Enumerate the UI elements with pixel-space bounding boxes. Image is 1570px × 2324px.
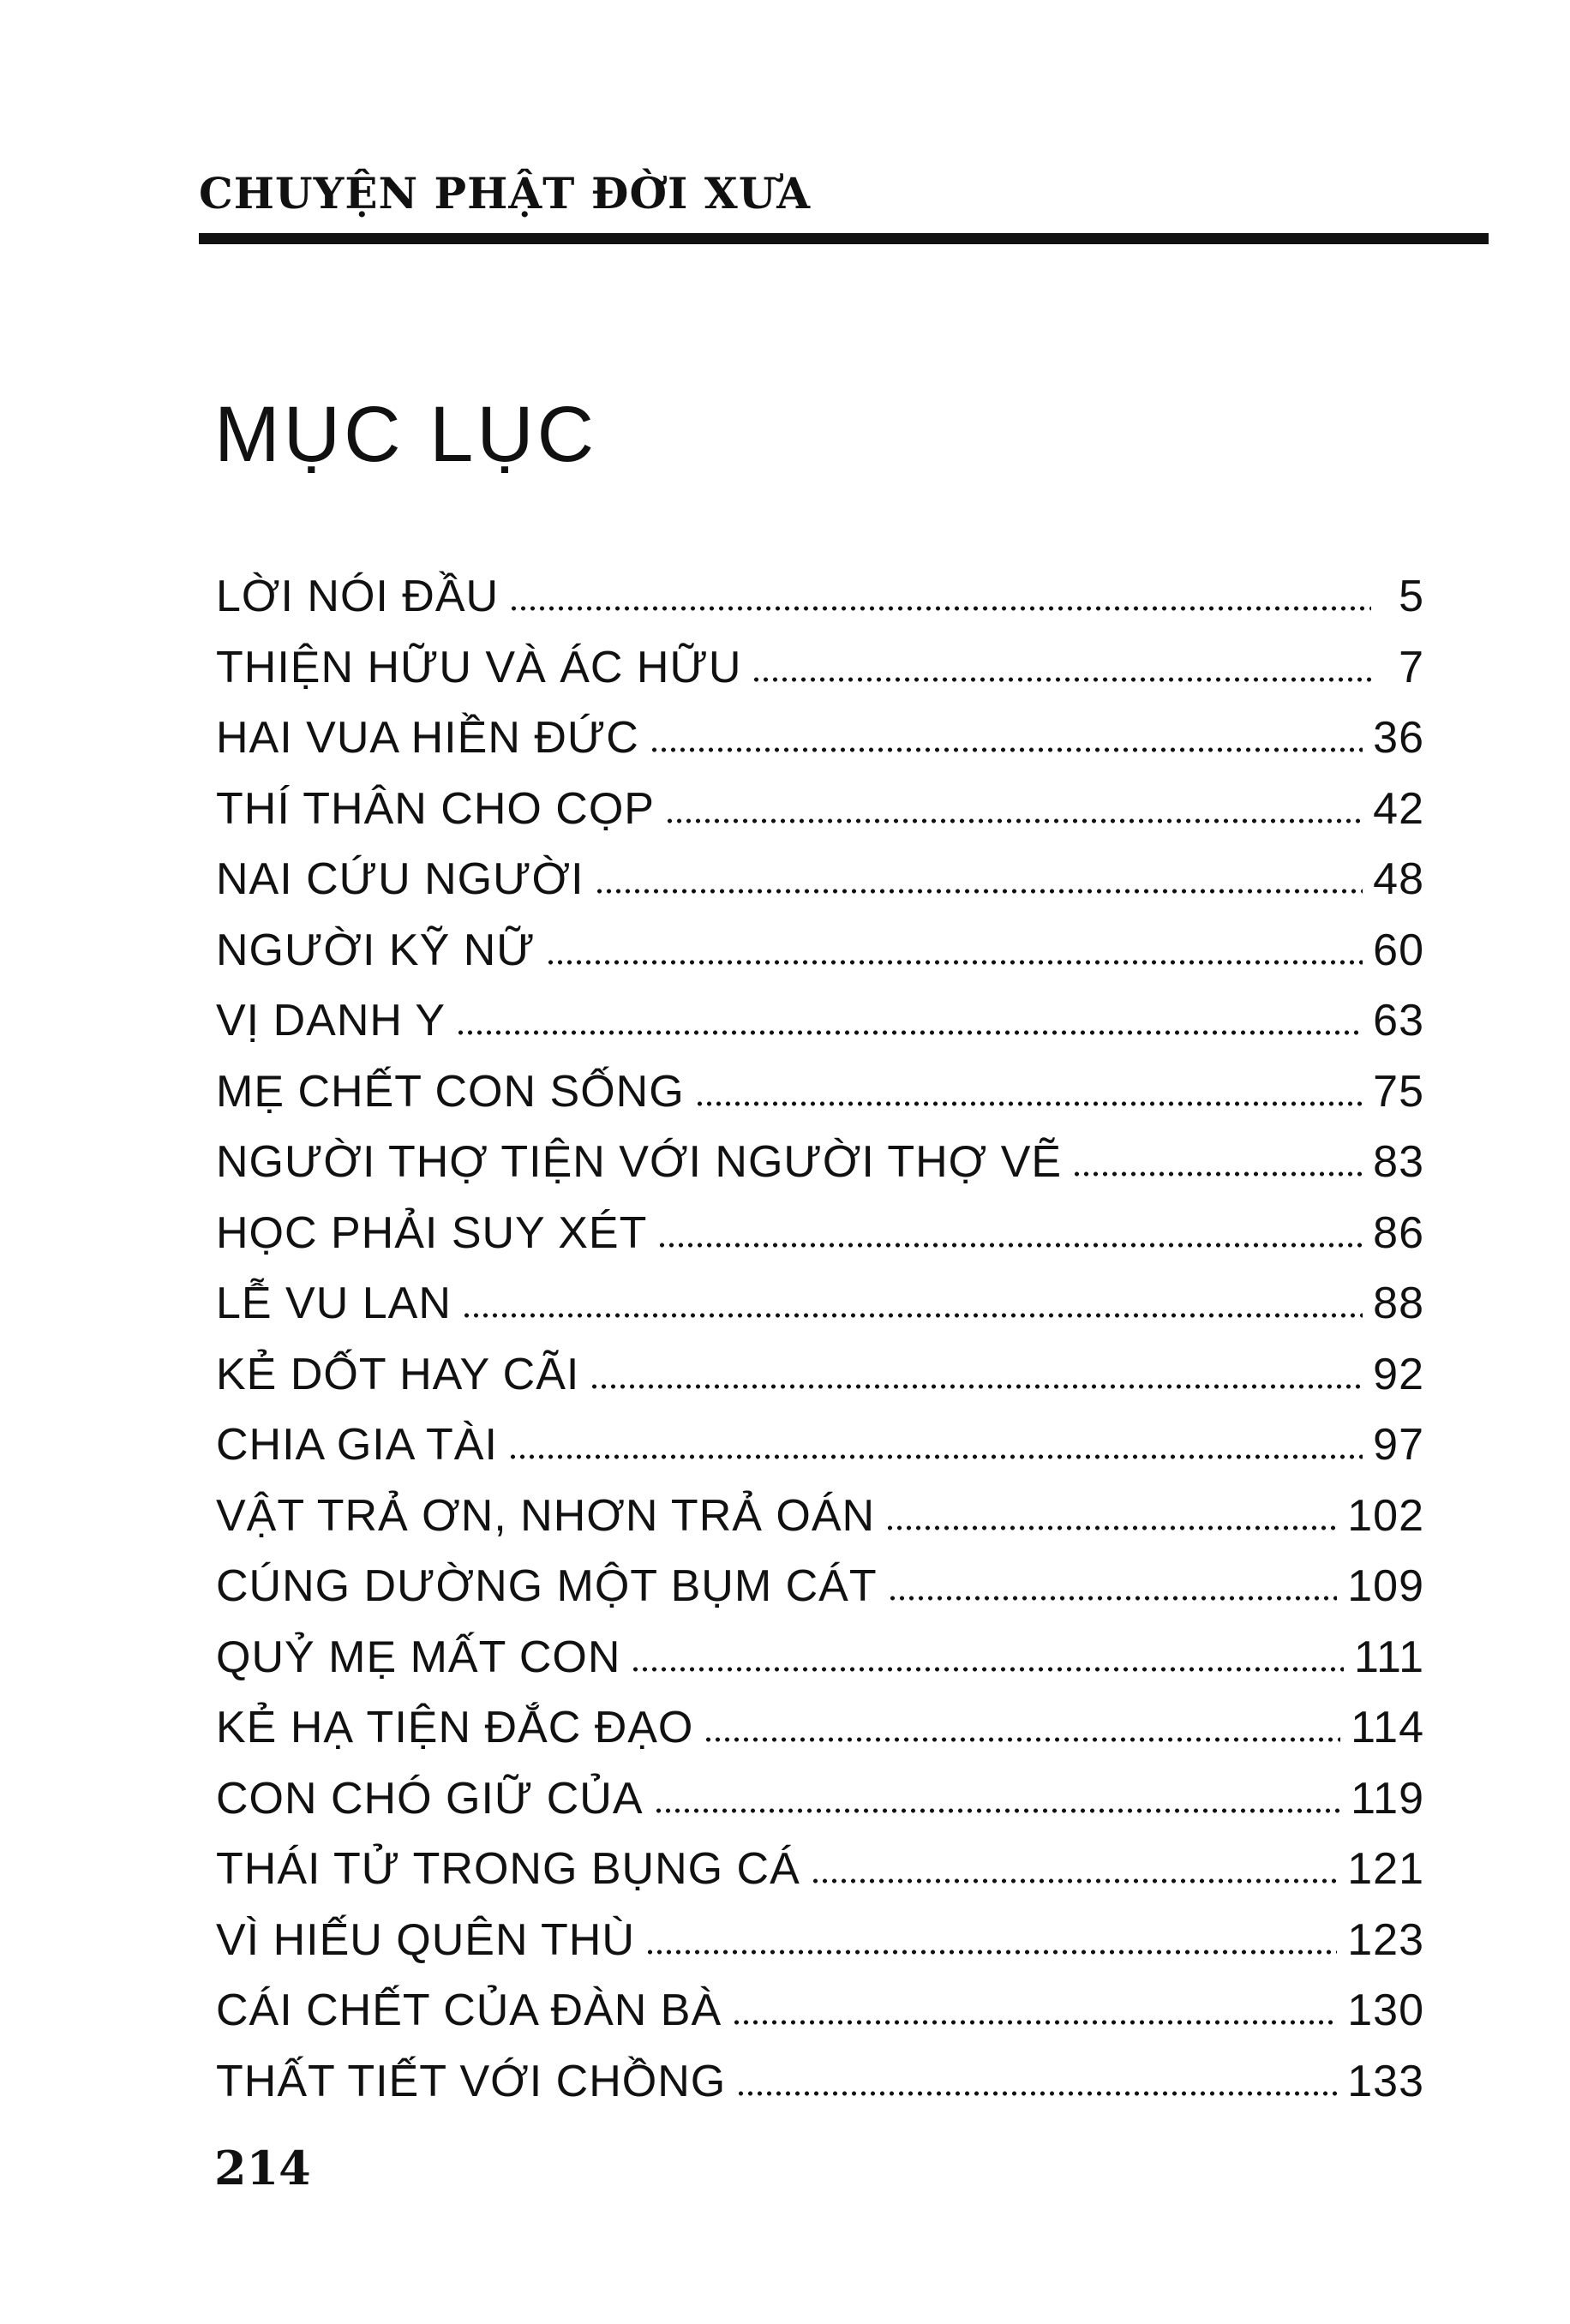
toc-entry bbox=[216, 985, 1424, 1057]
toc-entry bbox=[216, 915, 1424, 986]
toc-entry-title: CÁI CHẾT CỦA ĐÀN BÀ bbox=[216, 1986, 722, 2035]
toc-entry bbox=[216, 2046, 1424, 2117]
dot-leader bbox=[732, 2020, 1337, 2025]
dot-leader bbox=[811, 1878, 1337, 1884]
toc-entry-title: CON CHÓ GIỮ CỦA bbox=[216, 1773, 644, 1824]
toc-entry-title: QUỶ MẸ MẤT CON bbox=[216, 1632, 621, 1682]
page-number: 214 bbox=[214, 2141, 311, 2195]
toc-entry-title: THÁI TỬ TRONG BỤNG CÁ bbox=[216, 1844, 800, 1894]
toc-entry-title: NAI CỨU NGƯỜI bbox=[216, 854, 584, 904]
dot-leader bbox=[885, 1525, 1337, 1530]
toc-entry-page: 97 bbox=[1373, 1420, 1424, 1470]
toc-entry-title: MẸ CHẾT CON SỐNG bbox=[216, 1066, 685, 1117]
toc-entry-page: 42 bbox=[1373, 783, 1424, 834]
toc-entry-page: 86 bbox=[1373, 1207, 1424, 1258]
toc-entry-page: 63 bbox=[1373, 996, 1424, 1045]
toc-entry-title: CHIA GIA TÀI bbox=[216, 1420, 498, 1470]
toc-entry bbox=[216, 1551, 1424, 1622]
toc-entry-page: 130 bbox=[1347, 1986, 1424, 2035]
dot-leader bbox=[590, 1384, 1363, 1389]
toc-entry-title: VẬT TRẢ ƠN, NHƠN TRẢ OÁN bbox=[216, 1490, 876, 1541]
toc-entry bbox=[216, 1268, 1424, 1339]
toc-entry-page: 48 bbox=[1373, 854, 1424, 904]
toc-entry-title: VỊ DANH Y bbox=[216, 996, 446, 1045]
toc-entry-page: 75 bbox=[1373, 1066, 1424, 1117]
toc-title: MỤC LỤC bbox=[214, 391, 598, 478]
dot-leader bbox=[752, 677, 1371, 682]
toc-entry bbox=[216, 1622, 1424, 1693]
toc-entry-title: CÚNG DƯỜNG MỘT BỤM CÁT bbox=[216, 1561, 878, 1611]
toc-entry-title: THẤT TIẾT VỚI CHỒNG bbox=[216, 2056, 727, 2106]
toc-entry bbox=[216, 1905, 1424, 1976]
toc-entry bbox=[216, 1339, 1424, 1411]
header-rule bbox=[199, 233, 1489, 244]
toc-entry bbox=[216, 1834, 1424, 1905]
toc-entry-title: NGƯỜI THỢ TIỆN VỚI NGƯỜI THỢ VẼ bbox=[216, 1137, 1063, 1187]
toc-entry-page: 109 bbox=[1347, 1561, 1424, 1611]
toc-entry-title: KẺ DỐT HAY CÃI bbox=[216, 1349, 580, 1399]
dot-leader bbox=[888, 1596, 1338, 1601]
toc-entry bbox=[216, 703, 1424, 774]
toc-entry-title: NGƯỜI KỸ NỮ bbox=[216, 925, 536, 975]
toc-entry bbox=[216, 1057, 1424, 1128]
toc-entry bbox=[216, 1127, 1424, 1198]
dot-leader bbox=[650, 747, 1363, 752]
toc-entry bbox=[216, 1692, 1424, 1764]
toc-entry bbox=[216, 1481, 1424, 1552]
toc-entry-page: 88 bbox=[1373, 1279, 1424, 1328]
dot-leader bbox=[695, 1101, 1363, 1106]
dot-leader bbox=[665, 818, 1363, 824]
toc-entry-title: THIỆN HỮU VÀ ÁC HỮU bbox=[216, 642, 742, 692]
toc-entry-title: HỌC PHẢI SUY XÉT bbox=[216, 1207, 648, 1258]
toc-entry-page: 36 bbox=[1373, 713, 1424, 763]
toc-entry bbox=[216, 1198, 1424, 1269]
toc-list bbox=[216, 561, 1424, 2117]
toc-entry-title: KẺ HẠ TIỆN ĐẮC ĐẠO bbox=[216, 1703, 694, 1752]
toc-entry-page: 102 bbox=[1347, 1490, 1424, 1541]
dot-leader bbox=[595, 889, 1363, 894]
toc-entry bbox=[216, 1764, 1424, 1835]
toc-entry bbox=[216, 561, 1424, 632]
toc-entry-page: 92 bbox=[1373, 1349, 1424, 1399]
toc-entry-page: 119 bbox=[1351, 1773, 1424, 1824]
toc-entry-page: 60 bbox=[1373, 925, 1424, 975]
toc-entry bbox=[216, 774, 1424, 845]
dot-leader bbox=[508, 1454, 1363, 1459]
toc-entry-page: 114 bbox=[1351, 1703, 1424, 1752]
dot-leader bbox=[631, 1667, 1344, 1672]
dot-leader bbox=[704, 1737, 1340, 1742]
dot-leader bbox=[657, 1243, 1363, 1248]
toc-entry-page: 133 bbox=[1347, 2056, 1424, 2106]
toc-entry-page: 111 bbox=[1353, 1632, 1424, 1682]
dot-leader bbox=[736, 2091, 1337, 2096]
toc-entry bbox=[216, 844, 1424, 915]
dot-leader bbox=[1072, 1171, 1363, 1177]
dot-leader bbox=[462, 1313, 1363, 1318]
dot-leader bbox=[654, 1808, 1341, 1813]
toc-entry bbox=[216, 1410, 1424, 1481]
dot-leader bbox=[645, 1950, 1337, 1955]
toc-entry-page: 83 bbox=[1373, 1137, 1424, 1187]
running-header: CHUYỆN PHẬT ĐỜI XƯA bbox=[199, 168, 812, 219]
dot-leader bbox=[509, 606, 1371, 611]
toc-entry-title: VÌ HIẾU QUÊN THÙ bbox=[216, 1914, 635, 1965]
dot-leader bbox=[456, 1030, 1363, 1035]
toc-entry bbox=[216, 632, 1424, 704]
toc-entry bbox=[216, 1975, 1424, 2046]
toc-entry-title: LỄ VU LAN bbox=[216, 1279, 452, 1328]
dot-leader bbox=[546, 960, 1363, 965]
toc-entry-page: 7 bbox=[1399, 642, 1424, 692]
toc-entry-title: HAI VUA HIỀN ĐỨC bbox=[216, 713, 639, 763]
toc-entry-title: LỜI NÓI ĐẦU bbox=[216, 572, 500, 621]
toc-entry-title: THÍ THÂN CHO CỌP bbox=[216, 783, 655, 834]
toc-entry-page: 121 bbox=[1347, 1844, 1424, 1894]
toc-entry-page: 5 bbox=[1399, 572, 1424, 621]
toc-entry-page: 123 bbox=[1347, 1914, 1424, 1965]
